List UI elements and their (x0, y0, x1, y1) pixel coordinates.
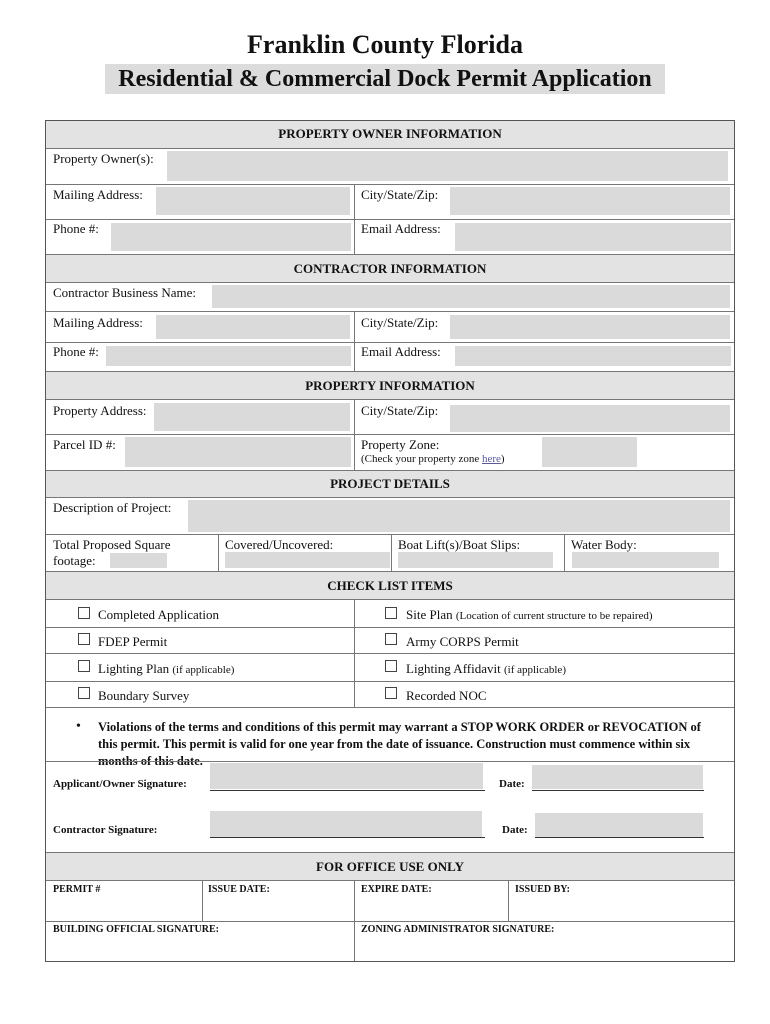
divider (391, 534, 392, 571)
property-address-label: Property Address: (53, 403, 147, 418)
owner-city-field[interactable] (450, 187, 730, 215)
divider (46, 184, 734, 185)
checklist-item: Site Plan (Location of current structure to be repaired) (406, 607, 653, 622)
sqft-field[interactable] (110, 553, 167, 568)
checklist-item: Army CORPS Permit (406, 634, 519, 649)
divider (46, 434, 734, 435)
owners-label: Property Owner(s): (53, 151, 154, 166)
divider (46, 219, 734, 220)
section-office-header: FOR OFFICE USE ONLY (46, 852, 734, 881)
owner-city-label: City/State/Zip: (361, 187, 439, 202)
boatlift-label: Boat Lift(s)/Boat Slips: (398, 537, 521, 552)
sqft-label-2: footage: (53, 553, 96, 568)
divider (508, 881, 509, 921)
checklist-item: Lighting Affidavit (if applicable) (406, 661, 566, 676)
covered-field[interactable] (225, 552, 390, 568)
applicant-signature-field[interactable] (210, 763, 483, 789)
signature-line (210, 790, 485, 791)
contractor-business-label: Contractor Business Name: (53, 285, 196, 300)
divider (564, 534, 565, 571)
applicant-date-label: Date: (499, 778, 525, 790)
zoning-admin-label: ZONING ADMINISTRATOR SIGNATURE: (361, 924, 555, 935)
section-contractor-header: CONTRACTOR INFORMATION (46, 254, 734, 283)
checkbox-lighting-affidavit[interactable] (385, 660, 397, 672)
permit-form (45, 120, 735, 962)
owners-field[interactable] (167, 151, 728, 181)
divider (354, 311, 355, 371)
divider (46, 653, 734, 654)
checklist-item: FDEP Permit (98, 634, 168, 649)
property-address-field[interactable] (154, 403, 350, 431)
contractor-city-label: City/State/Zip: (361, 315, 439, 330)
parcel-field[interactable] (125, 437, 351, 467)
contractor-phone-label: Phone #: (53, 344, 99, 359)
signature-line (210, 837, 485, 838)
divider (202, 881, 203, 921)
expire-date-label: EXPIRE DATE: (361, 884, 432, 895)
contractor-phone-field[interactable] (106, 346, 351, 366)
contractor-business-field[interactable] (212, 285, 730, 308)
zone-field[interactable] (542, 437, 637, 467)
divider (46, 534, 734, 535)
section-property-header: PROPERTY INFORMATION (46, 371, 734, 400)
divider (46, 681, 734, 682)
owner-mailing-label: Mailing Address: (53, 187, 143, 202)
contractor-email-label: Email Address: (361, 344, 441, 359)
checklist-item: Boundary Survey (98, 688, 190, 703)
covered-label: Covered/Uncovered: (225, 537, 334, 552)
checklist-item: Recorded NOC (406, 688, 487, 703)
owner-mailing-field[interactable] (156, 187, 350, 215)
property-city-field[interactable] (450, 405, 730, 432)
document-subtitle: Residential & Commercial Dock Permit Application (105, 64, 665, 94)
applicant-signature-label: Applicant/Owner Signature: (53, 778, 187, 790)
boatlift-field[interactable] (398, 552, 553, 568)
permit-number-label: PERMIT # (53, 884, 101, 895)
divider (46, 342, 734, 343)
description-field[interactable] (188, 500, 730, 532)
sqft-label: Total Proposed Square (53, 537, 171, 552)
checkbox-fdep-permit[interactable] (78, 633, 90, 645)
contractor-signature-field[interactable] (210, 811, 482, 837)
permit-notice: Violations of the terms and conditions of this permit may warrant a STOP WORK ORDER or REVOCATION of this permit. This permit is valid for one year from the date of issuance. Construction must commence within six months of this date. (98, 720, 701, 768)
description-label: Description of Project: (53, 500, 172, 515)
date-line (532, 790, 704, 791)
divider (218, 534, 219, 571)
checkbox-lighting-plan[interactable] (78, 660, 90, 672)
contractor-mailing-label: Mailing Address: (53, 315, 143, 330)
divider (46, 707, 734, 708)
owner-email-field[interactable] (455, 223, 731, 251)
contractor-email-field[interactable] (455, 346, 731, 366)
divider (46, 311, 734, 312)
issued-by-label: ISSUED BY: (515, 884, 570, 895)
document-title: Franklin County Florida (247, 30, 523, 59)
checkbox-recorded-noc[interactable] (385, 687, 397, 699)
issue-date-label: ISSUE DATE: (208, 884, 270, 895)
bullet-icon: • (76, 719, 81, 734)
contractor-mailing-field[interactable] (156, 315, 350, 339)
section-checklist-header: CHECK LIST ITEMS (46, 571, 734, 600)
contractor-date-label: Date: (502, 824, 528, 836)
divider (354, 400, 355, 470)
divider (46, 921, 734, 922)
property-city-label: City/State/Zip: (361, 403, 439, 418)
checklist-item: Completed Application (98, 607, 219, 622)
zone-note: (Check your property zone here) (361, 453, 505, 465)
owner-phone-field[interactable] (111, 223, 351, 251)
parcel-label: Parcel ID #: (53, 437, 116, 452)
checkbox-completed-application[interactable] (78, 607, 90, 619)
building-official-label: BUILDING OFFICIAL SIGNATURE: (53, 924, 219, 935)
water-label: Water Body: (571, 537, 637, 552)
checklist-item: Lighting Plan (if applicable) (98, 661, 235, 676)
checkbox-site-plan[interactable] (385, 607, 397, 619)
zone-label: Property Zone: (361, 437, 440, 452)
water-field[interactable] (572, 552, 719, 568)
owner-phone-label: Phone #: (53, 221, 99, 236)
owner-email-label: Email Address: (361, 221, 441, 236)
checkbox-boundary-survey[interactable] (78, 687, 90, 699)
contractor-date-field[interactable] (535, 813, 703, 837)
zone-link[interactable]: here (481, 453, 501, 465)
contractor-city-field[interactable] (450, 315, 730, 339)
section-owner-header: PROPERTY OWNER INFORMATION (46, 121, 734, 149)
section-project-header: PROJECT DETAILS (46, 470, 734, 498)
divider (46, 761, 734, 762)
applicant-date-field[interactable] (532, 765, 703, 789)
date-line (535, 837, 704, 838)
divider (46, 627, 734, 628)
contractor-signature-label: Contractor Signature: (53, 824, 158, 836)
checkbox-army-corps-permit[interactable] (385, 633, 397, 645)
